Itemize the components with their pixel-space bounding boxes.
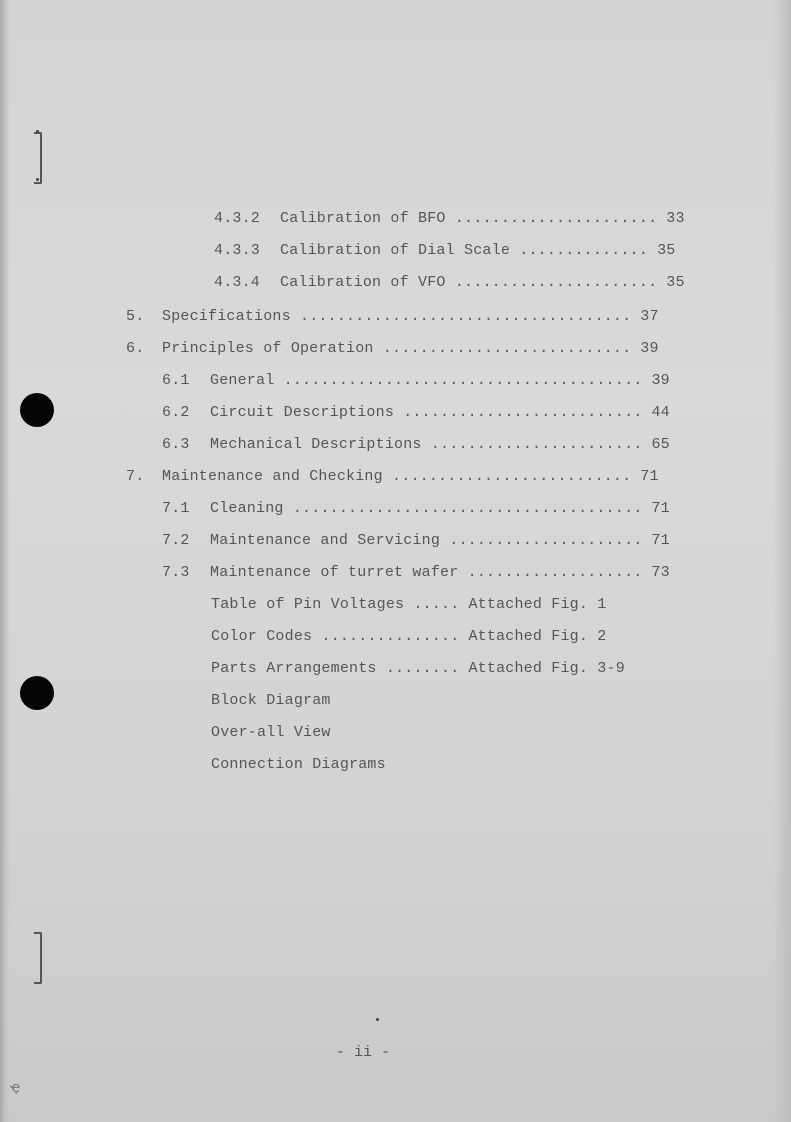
toc-entry (126, 305, 659, 329)
toc-attachment-ref: Attached Fig. 2 (468, 628, 607, 645)
toc-attachment-title: Connection Diagrams (211, 756, 386, 773)
toc-entry (162, 433, 670, 457)
toc-entry-number: 6.2 (162, 404, 190, 421)
toc-entry-title: Calibration of Dial Scale (280, 242, 511, 259)
toc-entry (126, 337, 659, 361)
toc-entry-title: Principles of Operation (162, 340, 374, 357)
toc-entry-title: Calibration of VFO (280, 274, 446, 291)
paper-speck (36, 130, 39, 133)
binder-clip-mark-bottom (34, 932, 42, 984)
toc-entry-page: 39 (640, 340, 659, 357)
toc-entry-page: 65 (651, 436, 670, 453)
toc-attachment-title: Color Codes (211, 628, 313, 645)
toc-entry-number: 7. (126, 468, 145, 485)
paper-speck (376, 1018, 379, 1021)
toc-entry-page: 73 (651, 564, 670, 581)
corner-mark: ҿ (10, 1080, 21, 1096)
toc-entry-title: Maintenance and Checking (162, 468, 383, 485)
toc-entry (162, 529, 670, 553)
toc-entry-leader: ....................... (421, 436, 643, 453)
punch-hole-upper (20, 393, 54, 427)
toc-attachment-title: Parts Arrangements (211, 660, 377, 677)
toc-entry-leader: .................................... (290, 308, 632, 325)
toc-entry-leader: ........................... (373, 340, 632, 357)
toc-entry-leader: ...................... (445, 274, 658, 291)
toc-attachment (211, 657, 625, 681)
toc-entry-leader: .......................... (382, 468, 632, 485)
toc-entry-number: 7.1 (162, 500, 190, 517)
toc-entry-number: 7.2 (162, 532, 190, 549)
binder-clip-mark-top (34, 132, 42, 184)
toc-attachment (211, 625, 606, 649)
punch-hole-lower (20, 676, 54, 710)
toc-entry (214, 239, 675, 263)
toc-entry-title: Maintenance of turret wafer (210, 564, 459, 581)
toc-entry (162, 369, 670, 393)
toc-entry-page: 44 (651, 404, 670, 421)
toc-attachment-ref: Attached Fig. 1 (468, 596, 607, 613)
page-number: - ii - (336, 1044, 391, 1061)
toc-entry-page: 71 (651, 532, 670, 549)
toc-entry-number: 6. (126, 340, 145, 357)
toc-attachment-leader: ..... (404, 596, 460, 613)
toc-attachment-title: Block Diagram (211, 692, 331, 709)
toc-entry-number: 4.3.3 (214, 242, 261, 259)
page-left-edge (0, 0, 10, 1122)
toc-entry-leader: ....................................... (274, 372, 643, 389)
toc-entry-leader: ...................... (445, 210, 658, 227)
page-right-edge (773, 0, 791, 1122)
toc-entry-title: Specifications (162, 308, 291, 325)
toc-attachment (211, 593, 606, 617)
toc-entry-page: 71 (651, 500, 670, 517)
toc-entry-leader: ................... (458, 564, 643, 581)
toc-entry-page: 35 (666, 274, 685, 291)
toc-attachment (211, 753, 386, 777)
toc-entry-title: Maintenance and Servicing (210, 532, 441, 549)
toc-entry-number: 5. (126, 308, 145, 325)
toc-entry-number: 4.3.2 (214, 210, 261, 227)
toc-entry-page: 39 (651, 372, 670, 389)
toc-attachment (211, 689, 331, 713)
toc-entry-page: 33 (666, 210, 685, 227)
toc-attachment-title: Table of Pin Voltages (211, 596, 405, 613)
toc-entry (126, 465, 659, 489)
toc-entry-leader: ...................................... (283, 500, 643, 517)
toc-entry-title: Circuit Descriptions (210, 404, 395, 421)
toc-attachment-leader: ........ (376, 660, 460, 677)
toc-entry-number: 6.1 (162, 372, 190, 389)
toc-entry-leader: .......................... (394, 404, 643, 421)
toc-entry-page: 71 (640, 468, 659, 485)
toc-attachment-title: Over-all View (211, 724, 331, 741)
toc-entry-title: Calibration of BFO (280, 210, 446, 227)
toc-entry-number: 6.3 (162, 436, 190, 453)
toc-entry-title: Cleaning (210, 500, 284, 517)
toc-entry (214, 271, 685, 295)
toc-entry-number: 4.3.4 (214, 274, 261, 291)
toc-entry (162, 561, 670, 585)
toc-entry-page: 35 (657, 242, 676, 259)
paper-speck (36, 178, 39, 181)
toc-attachment-leader: ............... (312, 628, 460, 645)
toc-entry-title: General (210, 372, 275, 389)
toc-entry-number: 7.3 (162, 564, 190, 581)
toc-entry (162, 497, 670, 521)
toc-entry (214, 207, 685, 231)
toc-entry-title: Mechanical Descriptions (210, 436, 422, 453)
toc-entry (162, 401, 670, 425)
toc-attachment (211, 721, 331, 745)
toc-attachment-ref: Attached Fig. 3-9 (468, 660, 625, 677)
toc-entry-leader: .............. (510, 242, 649, 259)
toc-entry-leader: ..................... (440, 532, 643, 549)
toc-entry-page: 37 (640, 308, 659, 325)
